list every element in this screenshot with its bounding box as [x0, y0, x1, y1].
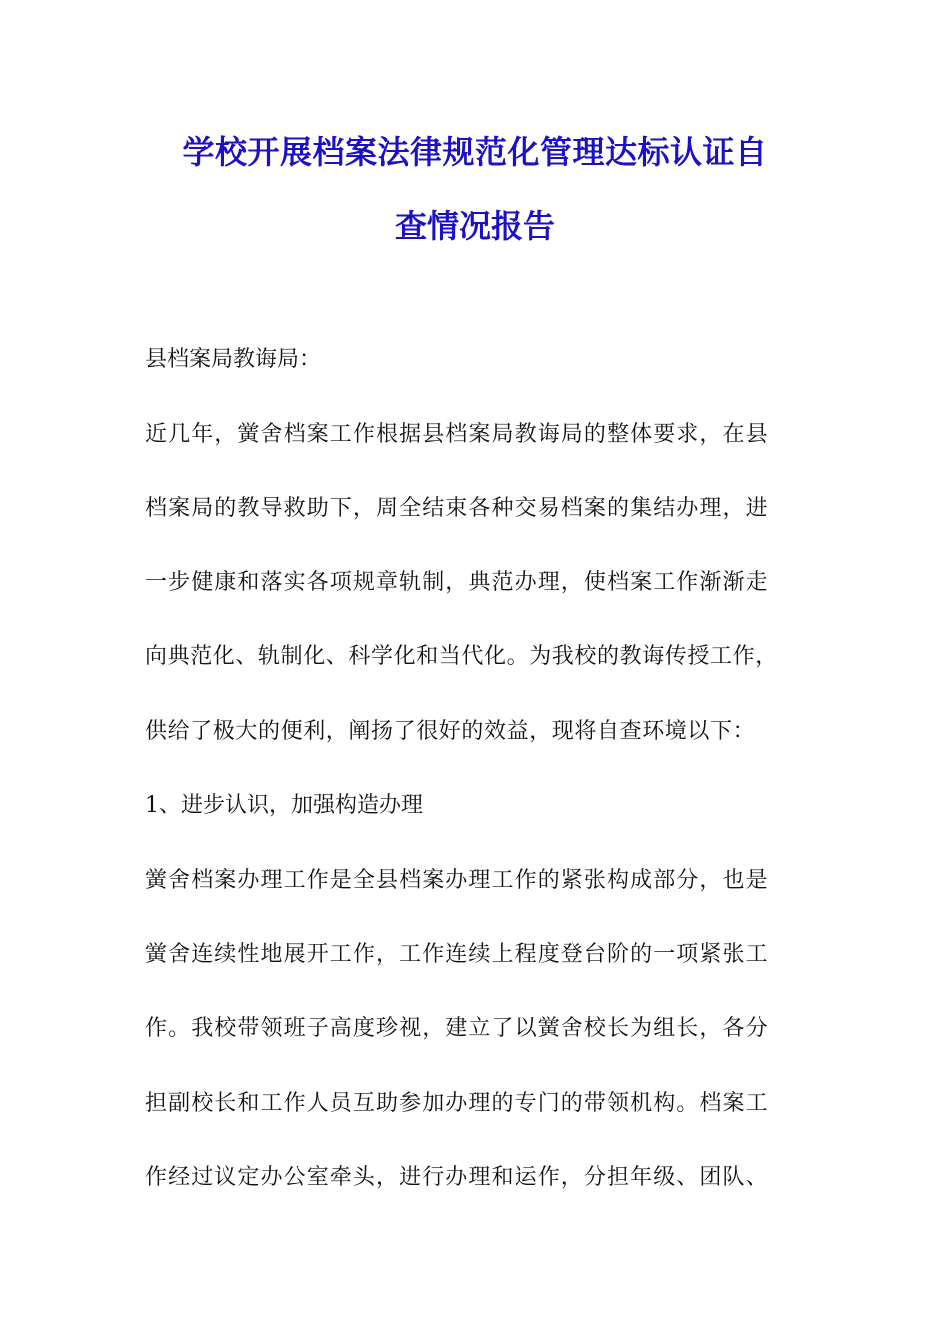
salutation: 县档案局教诲局： [145, 347, 322, 372]
document-title-line-1: 学校开展档案法律规范化管理达标认证自 [182, 133, 768, 171]
section-line: 黉舍档案办理工作是全县档案办理工作的紧张构成部分，也是 [145, 868, 769, 893]
section-line: 黉舍连续性地展开工作，工作连续上程度登台阶的一项紧张工 [145, 942, 769, 967]
section-line: 作。我校带领班子高度珍视，建立了以黉舍校长为组长，各分 [145, 1016, 769, 1041]
document-title-line-2: 查情况报告 [394, 207, 555, 245]
section-line: 作经过议定办公室牵头，进行办理和运作，分担年级、团队、 [145, 1165, 769, 1190]
body-line: 向典范化、轨制化、科学化和当代化。为我校的教诲传授工作， [145, 644, 778, 669]
body-line: 档案局的教导救助下，周全结束各种交易档案的集结办理，进 [145, 496, 769, 521]
body-line: 供给了极大的便利，阐扬了很好的效益，现将自查环境以下： [145, 719, 756, 744]
body-line: 一步健康和落实各项规章轨制，典范办理，使档案工作渐渐走 [145, 570, 769, 595]
body-line: 近几年，黉舍档案工作根据县档案局教诲局的整体要求，在县 [145, 422, 769, 447]
section-line: 担副校长和工作人员互助参加办理的专门的带领机构。档案工 [145, 1091, 769, 1116]
section-heading: 1、进步认识，加强构造办理 [145, 793, 423, 818]
